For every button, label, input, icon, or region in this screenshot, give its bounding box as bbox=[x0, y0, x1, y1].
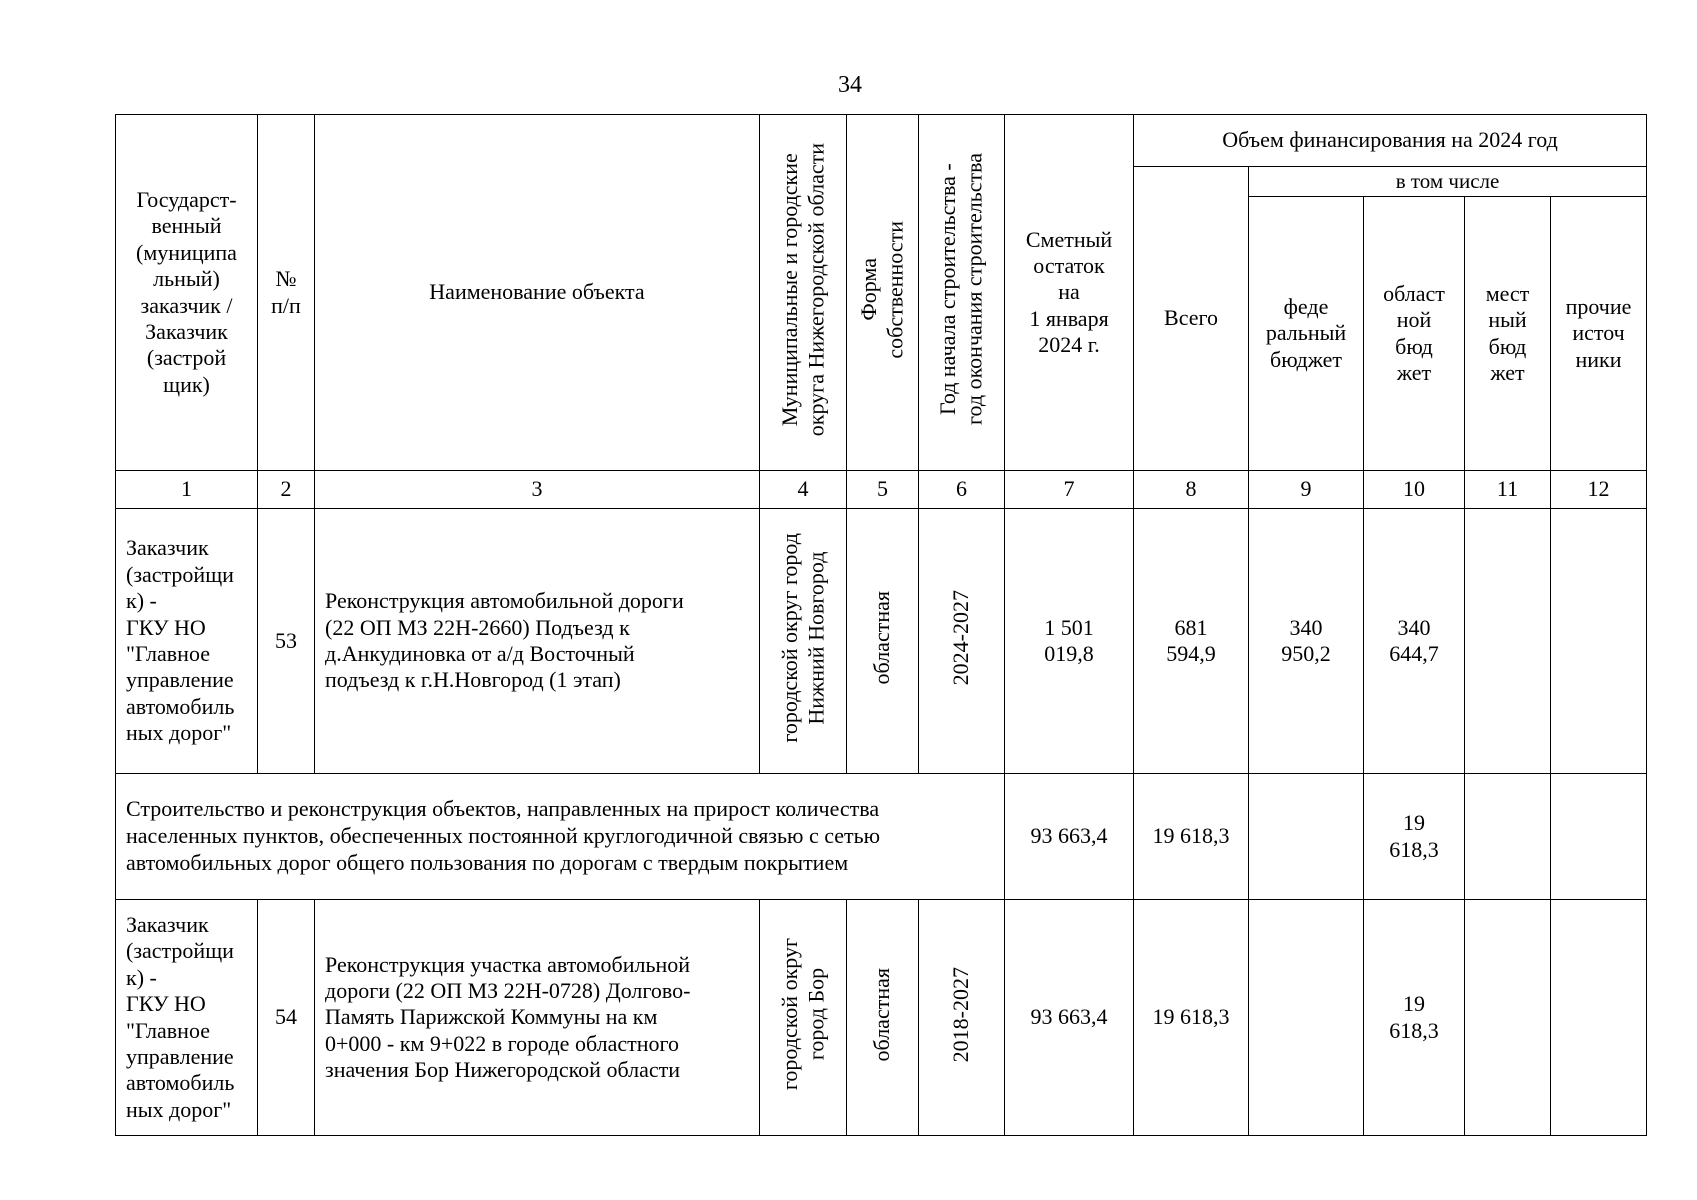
row-ownership-text: областная bbox=[869, 591, 895, 685]
header-ownership-text: Форма собственности bbox=[856, 220, 908, 359]
section-federal bbox=[1249, 774, 1364, 900]
row-estimate: 93 663,4 bbox=[1005, 900, 1134, 1136]
row-municipal bbox=[760, 900, 847, 1136]
header-federal: феде ральный бюджет bbox=[1249, 197, 1364, 471]
row-total: 19 618,3 bbox=[1134, 900, 1249, 1136]
row-years bbox=[919, 900, 1005, 1136]
row-federal: 340 950,2 bbox=[1249, 509, 1364, 774]
row-other bbox=[1551, 509, 1647, 774]
row-other bbox=[1551, 900, 1647, 1136]
column-number: 11 bbox=[1465, 471, 1551, 509]
table-row bbox=[116, 509, 1647, 774]
row-number: 53 bbox=[258, 509, 315, 774]
column-number: 10 bbox=[1364, 471, 1465, 509]
header-estimate: Сметный остаток на 1 января 2024 г. bbox=[1005, 115, 1134, 471]
header-funding-title: Объем финансирования на 2024 год bbox=[1134, 115, 1647, 167]
row-years-text: 2018-2027 bbox=[948, 966, 974, 1062]
row-object-name: Реконструкция участка автомобильной дороги (22 ОП МЗ 22Н-0728) Долгово- Память Парижской Коммуны на км 0+000 - км 9+022 в городе областного значения Бор Нижегородской области bbox=[315, 900, 760, 1136]
row-municipal bbox=[760, 509, 847, 774]
row-ownership bbox=[847, 509, 919, 774]
column-number: 5 bbox=[847, 471, 919, 509]
column-number: 7 bbox=[1005, 471, 1134, 509]
financing-table bbox=[115, 114, 1647, 1136]
row-customer: Заказчик (застройщи к) - ГКУ НО "Главное управление автомобиль ных дорог" bbox=[116, 900, 258, 1136]
row-customer: Заказчик (застройщи к) - ГКУ НО "Главное управление автомобиль ных дорог" bbox=[116, 509, 258, 774]
table-row bbox=[116, 900, 1647, 1136]
section-other bbox=[1551, 774, 1647, 900]
row-regional: 19 618,3 bbox=[1364, 900, 1465, 1136]
row-municipal-text: городской округ город Бор bbox=[776, 938, 828, 1091]
row-ownership-text: областная bbox=[869, 967, 895, 1062]
header-customer: Государст- венный (муниципа льный) заказчик / Заказчик (застрой щик) bbox=[116, 115, 258, 471]
header-ownership bbox=[847, 115, 919, 471]
row-regional: 340 644,7 bbox=[1364, 509, 1465, 774]
page-number: 34 bbox=[838, 72, 862, 98]
row-object-name: Реконструкция автомобильной дороги (22 ОП МЗ 22Н-2660) Подъезд к д.Анкудиновка от а/д Восточный подъезд к г.Н.Новгород (1 этап) bbox=[315, 509, 760, 774]
row-ownership bbox=[847, 900, 919, 1136]
column-number: 9 bbox=[1249, 471, 1364, 509]
row-federal bbox=[1249, 900, 1364, 1136]
section-total: 19 618,3 bbox=[1134, 774, 1249, 900]
section-regional: 19 618,3 bbox=[1364, 774, 1465, 900]
section-row bbox=[116, 774, 1647, 900]
row-local bbox=[1465, 509, 1551, 774]
header-municipal bbox=[760, 115, 847, 471]
header-years bbox=[919, 115, 1005, 471]
header-total: Всего bbox=[1134, 167, 1249, 471]
section-local bbox=[1465, 774, 1551, 900]
header-object-name: Наименование объекта bbox=[315, 115, 760, 471]
column-number: 4 bbox=[760, 471, 847, 509]
header-number: № п/п bbox=[258, 115, 315, 471]
column-number: 3 bbox=[315, 471, 760, 509]
column-number: 8 bbox=[1134, 471, 1249, 509]
header-municipal-text: Муниципальные и городские округа Нижегородской области bbox=[776, 142, 828, 436]
header-including: в том числе bbox=[1249, 167, 1647, 197]
header-row-1 bbox=[116, 115, 1647, 167]
row-years bbox=[919, 509, 1005, 774]
section-title: Строительство и реконструкция объектов, направленных на прирост количества населенных пунктов, обеспеченных постоянной круглогодичной связью с сетью автомобильных дорог общего пользования по дорогам с твердым покрытием bbox=[116, 774, 1005, 900]
header-other: прочие источ ники bbox=[1551, 197, 1647, 471]
column-number: 12 bbox=[1551, 471, 1647, 509]
section-estimate: 93 663,4 bbox=[1005, 774, 1134, 900]
row-estimate: 1 501 019,8 bbox=[1005, 509, 1134, 774]
row-number: 54 bbox=[258, 900, 315, 1136]
column-number: 2 bbox=[258, 471, 315, 509]
row-local bbox=[1465, 900, 1551, 1136]
column-numbers-row bbox=[116, 471, 1647, 509]
header-regional: област ной бюд жет bbox=[1364, 197, 1465, 471]
row-years-text: 2024-2027 bbox=[948, 590, 974, 686]
header-local: мест ный бюд жет bbox=[1465, 197, 1551, 471]
header-years-text: Год начала строительства - год окончания строительства bbox=[935, 153, 987, 426]
row-municipal-text: городской округ город Нижний Новгород bbox=[776, 533, 828, 743]
row-total: 681 594,9 bbox=[1134, 509, 1249, 774]
column-number: 1 bbox=[116, 471, 258, 509]
column-number: 6 bbox=[919, 471, 1005, 509]
